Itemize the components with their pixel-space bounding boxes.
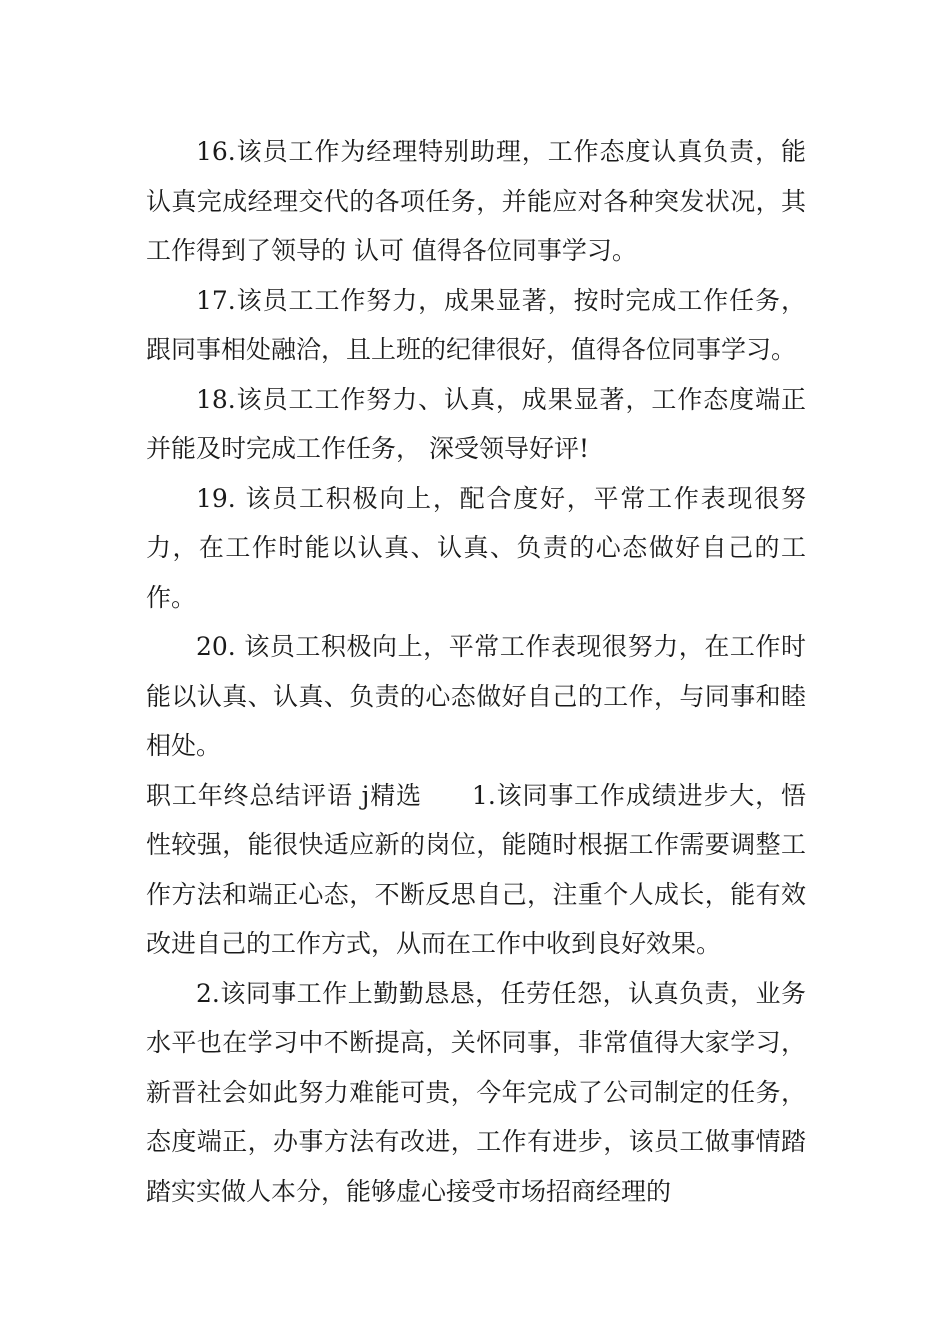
section-heading-paragraph (146, 771, 806, 969)
paragraph-18: 18.该员工工作努力、认真，成果显著，工作态度端正并能及时完成工作任务， 深受领导好评! (146, 384, 806, 463)
paragraph-20: 20. 该员工积极向上，平常工作表现很努力，在工作时能以认真、认真、负责的心态做好自己的工作，与同事和睦相处。 (146, 632, 806, 760)
paragraph-19: 19. 该员工积极向上，配合度好，平常工作表现很努力，在工作时能以认真、认真、负责的心态做好自己的工作。 (146, 483, 806, 612)
section-item-2: 2.该同事工作上勤勤恳恳，任劳任怨，认真负责，业务水平也在学习中不断提高，关怀同事，非常值得大家学习，新晋社会如此努力难能可贵，今年完成了公司制定的任务，态度端正，办事方法有改进，工作有进步，该员工做事情踏踏实实做人本分，能够虚心接受市场招商经理的 (146, 978, 806, 1206)
section-heading: 职工年终总结评语 j精选 (146, 780, 422, 810)
document-body (146, 127, 806, 1216)
paragraph-17: 17.该员工工作努力，成果显著，按时完成工作任务，跟同事相处融洽，且上班的纪律很好，值得各位同事学习。 (146, 285, 806, 364)
section-item-1: 1.该同事工作成绩进步大，悟性较强，能很快适应新的岗位，能随时根据工作需要调整工作方法和端正心态，不断反思自己，注重个人成长，能有效改进自己的工作方式，从而在工作中收到良好效果。 (146, 780, 806, 958)
paragraph-16: 16.该员工作为经理特别助理，工作态度认真负责，能认真完成经理交代的各项任务，并能应对各种突发状况，其工作得到了领导的 认可 值得各位同事学习。 (146, 137, 806, 265)
